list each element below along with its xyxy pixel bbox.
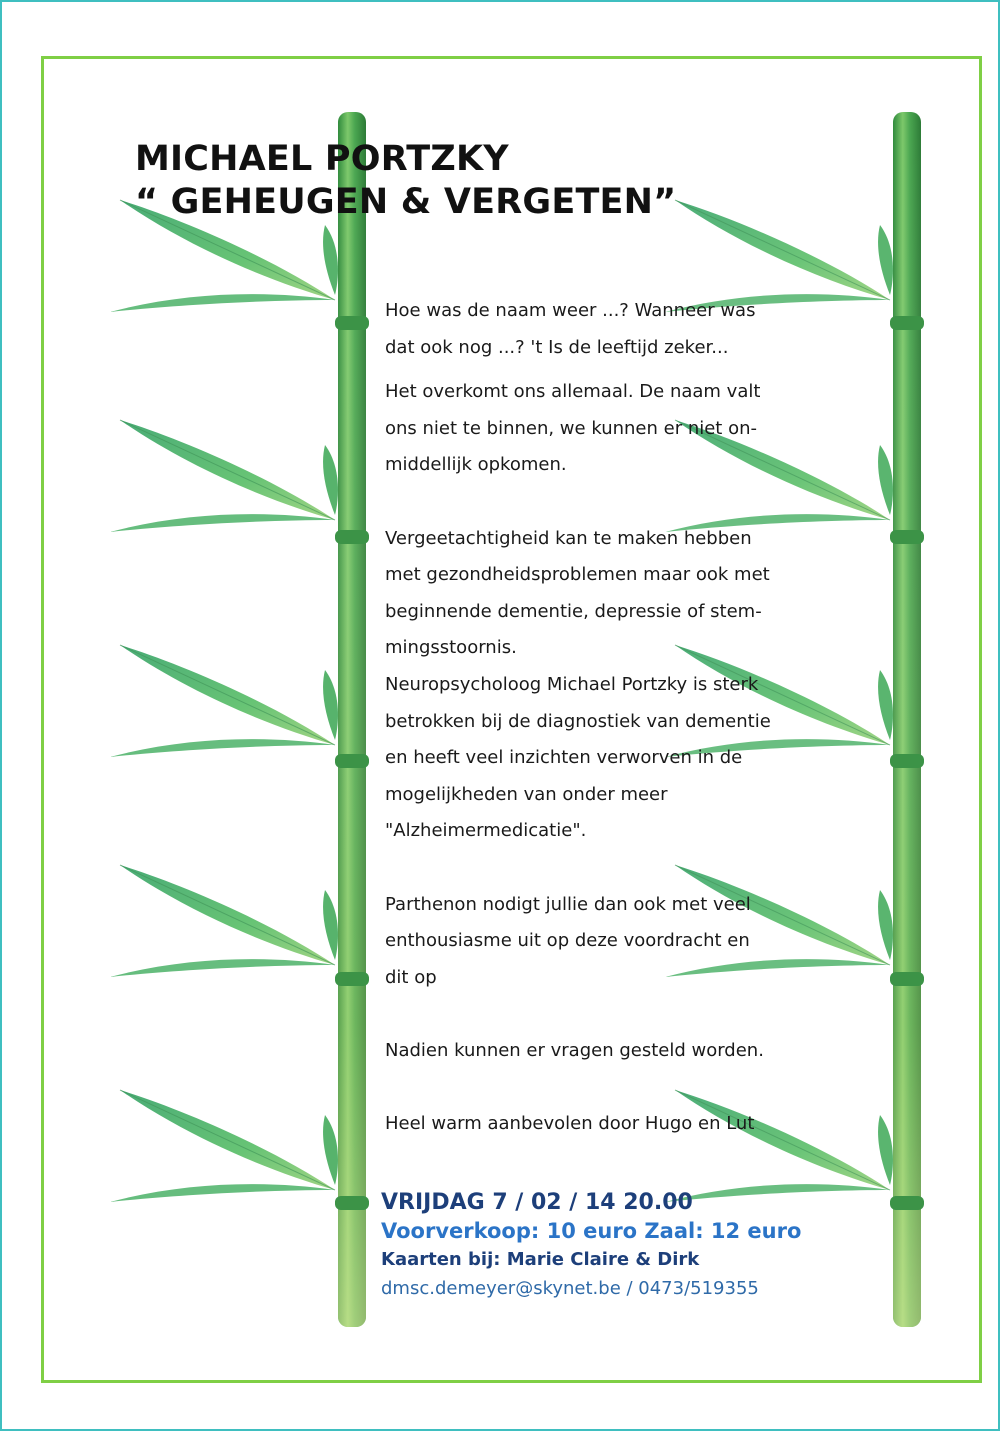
paragraph-line: en heeft veel inzichten verworven in de xyxy=(385,747,743,769)
title-line-2: “ GEHEUGEN & VERGETEN” xyxy=(135,182,677,222)
paragraph-line: dat ook nog ...? 't Is de leeftijd zeker... xyxy=(385,336,729,358)
page-title xyxy=(135,138,676,224)
paragraph-line: mogelijkheden van onder meer xyxy=(385,783,668,805)
paragraph-line: Vergeetachtigheid kan te maken hebben xyxy=(385,527,752,549)
event-tickets: Kaarten bij: Marie Claire & Dirk xyxy=(381,1249,700,1270)
event-details xyxy=(381,1188,841,1303)
paragraph-line: Neuropsycholoog Michael Portzky is sterk xyxy=(385,673,759,695)
event-price: Voorverkoop: 10 euro Zaal: 12 euro xyxy=(381,1219,802,1243)
paragraph-line: Heel warm aanbevolen door Hugo en Lut xyxy=(385,1113,755,1135)
event-contact[interactable]: dmsc.demeyer@skynet.be / 0473/519355 xyxy=(381,1278,759,1299)
paragraph-line: Hoe was de naam weer ...? Wanneer was xyxy=(385,300,756,321)
paragraph-line: middellijk opkomen. xyxy=(385,454,567,476)
paragraph-line: beginnende dementie, depressie of stem- xyxy=(385,600,762,622)
paragraph-line: Parthenon nodigt jullie dan ook met veel xyxy=(385,893,751,915)
paragraph-line: Nadien kunnen er vragen gesteld worden. xyxy=(385,1039,764,1061)
bamboo-leaf-icon xyxy=(110,200,338,1202)
paragraph-line: met gezondheidsproblemen maar ook met xyxy=(385,564,770,586)
paragraph-line: enthousiasme uit op deze voordracht en xyxy=(385,930,750,952)
paragraph-line: ons niet te binnen, we kunnen er niet on- xyxy=(385,417,757,439)
bamboo-stalk-left-icon xyxy=(335,112,369,1327)
paragraph-line: betrokken bij de diagnostiek van dementie xyxy=(385,710,771,732)
body-text xyxy=(385,293,835,1143)
paragraph-line: dit op xyxy=(385,966,437,988)
title-line-1: MICHAEL PORTZKY xyxy=(135,139,509,179)
paragraph-line: mingsstoornis. xyxy=(385,637,517,659)
paragraph-line: "Alzheimermedicatie". xyxy=(385,820,587,842)
bamboo-stalk-right-icon xyxy=(890,112,924,1327)
event-date: VRIJDAG 7 / 02 / 14 20.00 xyxy=(381,1190,693,1215)
paragraph-line: Het overkomt ons allemaal. De naam valt xyxy=(385,381,761,403)
